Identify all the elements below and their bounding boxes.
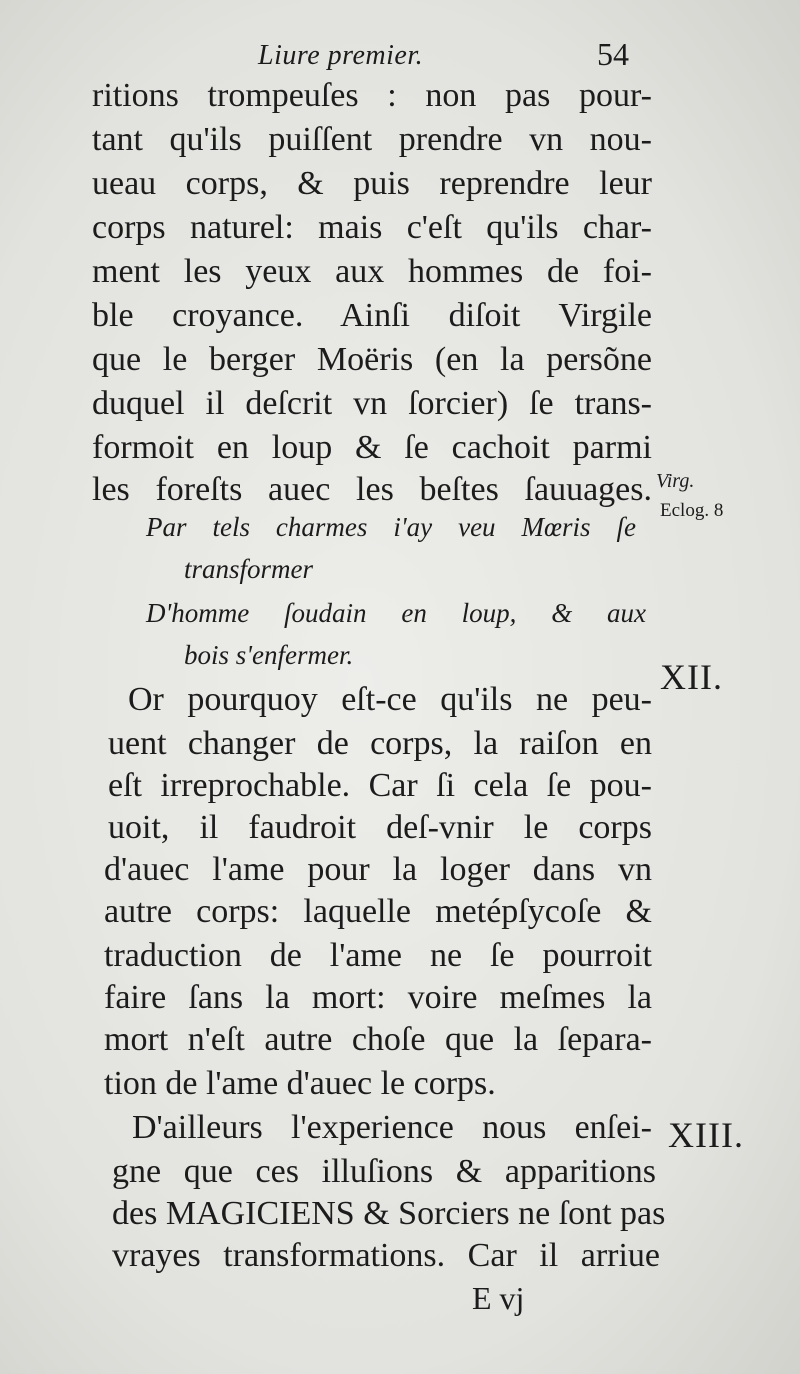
- signature-mark: E vj: [472, 1280, 525, 1316]
- text-line: que le berger Moëris (en la persõne: [92, 341, 652, 378]
- text-line: d'auec l'ame pour la loger dans vn: [104, 851, 652, 888]
- text-line: tant qu'ils puiſſent prendre vn nou-: [92, 121, 652, 158]
- quote-line: Par tels charmes i'ay veu Mœris ſe: [146, 512, 636, 542]
- text-line: uoit, il faudroit deſ-vnir le corps: [108, 809, 652, 846]
- text-line: uent changer de corps, la raiſon en: [108, 725, 652, 762]
- page-number: 54: [597, 36, 629, 72]
- text-line: vrayes transformations. Car il arriue: [112, 1237, 660, 1274]
- text-line: ueau corps, & puis reprendre leur: [92, 165, 652, 202]
- section-number: XIII.: [668, 1115, 744, 1155]
- text-line: faire ſans la mort: voire meſmes la: [104, 979, 652, 1016]
- margin-citation: Virg.: [656, 470, 695, 492]
- quote-line: bois s'enfermer.: [184, 640, 354, 670]
- page-header: [0, 36, 800, 80]
- text-line: tion de l'ame d'auec le corps.: [104, 1065, 496, 1102]
- text-line: autre corps: laquelle metépſycoſe &: [104, 893, 652, 930]
- text-line: eſt irreprochable. Car ſi cela ſe pou-: [108, 767, 652, 804]
- text-line: corps naturel: mais c'eſt qu'ils char-: [92, 209, 652, 246]
- margin-citation: Eclog. 8: [660, 500, 724, 521]
- text-line: ment les yeux aux hommes de foi-: [92, 253, 652, 290]
- text-line: Or pourquoy eſt-ce qu'ils ne peu-: [128, 681, 652, 718]
- text-line: les foreſts auec les beſtes ſauuages.: [92, 471, 652, 508]
- text-line: formoit en loup & ſe cachoit parmi: [92, 429, 652, 466]
- text-line: D'ailleurs l'experience nous enſei-: [132, 1109, 652, 1146]
- quote-line: D'homme ſoudain en loup, & aux: [146, 598, 646, 628]
- running-head: Liure premier.: [258, 40, 424, 71]
- text-line: mort n'eſt autre choſe que la ſepara-: [104, 1021, 652, 1058]
- text-line: ble croyance. Ainſi diſoit Virgile: [92, 297, 652, 334]
- text-line: traduction de l'ame ne ſe pourroit: [104, 937, 652, 974]
- text-line: ritions trompeuſes : non pas pour-: [92, 77, 652, 114]
- text-line: duquel il deſcrit vn ſorcier) ſe trans-: [92, 385, 652, 422]
- section-number: XII.: [660, 657, 723, 697]
- quote-line: transformer: [184, 554, 314, 584]
- text-line: des MAGICIENS & Sorciers ne ſont pas: [112, 1195, 666, 1232]
- text-line: gne que ces illuſions & apparitions: [112, 1153, 656, 1190]
